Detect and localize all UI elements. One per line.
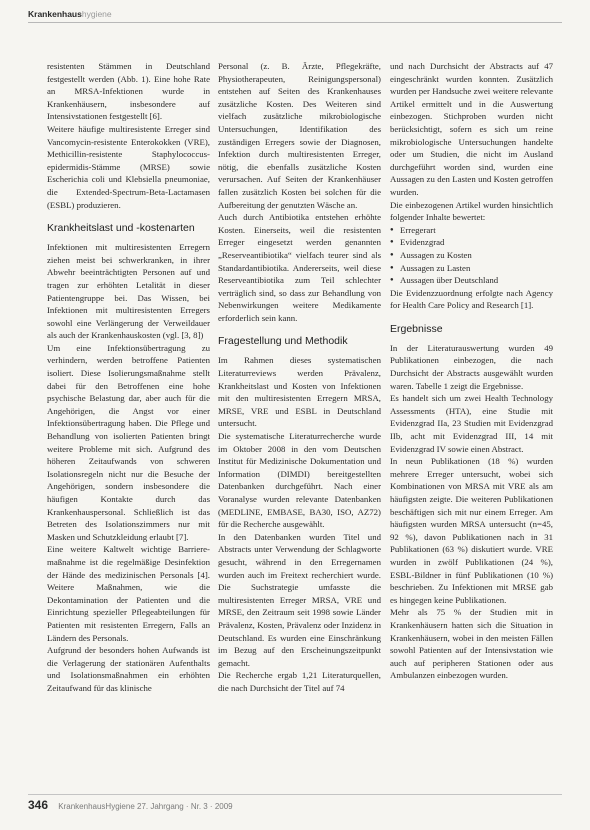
paragraph: und nach Durchsicht der Abstracts auf 47 eingeschränkt wurden konnten. Zusätzlich wurden per Handsuche zwei weitere relevante Artikel ermittelt und in die Auswertung einbezogen. Stichproben wurden nicht berücksichtigt, sofern es sich um reine mikrobiologische Untersuchungen handelte oder um Studien, die nicht im Ausland durchgeführt worden sind, wurden eine Aussagen zu den Lasten und Kosten getroffen wurden. bbox=[390, 61, 553, 197]
section-heading: Fragestellung und Methodik bbox=[218, 335, 348, 348]
running-header bbox=[28, 4, 562, 22]
list-item: ● Aussagen zu Lasten bbox=[390, 262, 553, 275]
paragraph: Die Recherche ergab 1,21 Literaturquellen, die nach Durchsicht der Titel auf 74 bbox=[218, 670, 381, 693]
header-brand-bold: Krankenhaus bbox=[28, 9, 82, 19]
footer-rule bbox=[28, 794, 562, 795]
column-3 bbox=[390, 60, 553, 682]
issue-info: 27. Jahrgang · Nr. 3 · 2009 bbox=[137, 802, 233, 811]
list-item: ● Evidenzgrad bbox=[390, 236, 553, 249]
paragraph: Die Evidenzzuordnung erfolgte nach Agency for Health Care Policy and Research [1]. bbox=[390, 287, 553, 311]
paragraph: Im Rahmen dieses systematischen Literaturreviews werden Prävalenz, Krankheitslast und Kosten von Infektionen mit den multiresistenten Erregern MRSA, MRSE, VRE und ESBL in Deutschland untersucht. bbox=[218, 355, 381, 429]
header-rule bbox=[28, 22, 562, 23]
paragraph: Infektionen mit multiresistenten Erregern ziehen meist bei schwerkranken, in ihrer Abwehr beeinträchtigten Personen auf und tragen zur erhöhten Letalität in dieser Patientengruppe bei. Das Wissen, bei Infektionen mit multiresistenten Erregers sowohl eine Verlängerung der Verweildauer als auch der Krankenhauskosten (vgl. [3, 8]) bbox=[47, 242, 210, 341]
list-item: ● Erregerart bbox=[390, 224, 553, 237]
column-1 bbox=[47, 60, 210, 695]
criteria-list bbox=[390, 224, 553, 287]
column-2 bbox=[218, 60, 381, 695]
paragraph: Personal (z. B. Ärzte, Pflegekräfte, Physiotherapeuten, Reinigungspersonal) entstehen auf Seiten des Krankenhauses zusätzliche Kosten. Des Weiteren sind vielfach zusätzliche mikrobiologische Untersuchungen, Identifikation des zuständigen Erregers sowie der Diagnosen, Infektion durch multiresistenten Erreger, nötig, die ebenfalls zusätzliche Kosten verursachen. Auf Seiten der Krankenhäuser fallen zusätzlich Kosten bei solchen für die Aufbereitung der genutzten Wäsche an. bbox=[218, 61, 381, 210]
journal-name: KrankenhausHygiene bbox=[58, 802, 135, 811]
paragraph: In der Literaturauswertung wurden 49 Publikationen einbezogen, die nach Durchsicht der Abstracts ausgewählt wurden waren. Tabelle 1 zeigt die Ergebnisse. bbox=[390, 342, 553, 391]
section-heading: Ergebnisse bbox=[390, 322, 443, 335]
paragraph: Mehr als 75 % der Studien mit in Krankenhäusern hatten sich die Situation in Krankenhäusern, wobei in den meisten Fällen sowohl Patienten auf der Intensivstation wie auch auf peripheren Stationen oder aus Ambulanzen einbezogen wurden. bbox=[390, 607, 553, 681]
paragraph: resistenten Stämmen in Deutschland festgestellt werden (Abb. 1). Eine hohe Rate an MRSA-Infektionen wurde in Krankenhäusern, insbesondere auf Intensivstationen festgestellt [6]. bbox=[47, 61, 210, 122]
paragraph: In den Datenbanken wurden Titel und Abstracts unter Verwendung der Schlagworte gesucht, während in den Erregernamen wurden auch im Freitext recherchiert wurde. Die Suchstrategie umfasste die multiresistenten Erreger MRSA, VRE und MRSE, den Zeitraum seit 1998 sowie Länder Prävalenz, Kosten, Prävalenz oder Inzidenz in Deutschland. Es wurden eine Einschränkung im Bezug auf den Erscheinungszeitpunkt gemacht. bbox=[218, 531, 381, 668]
paragraph: Aufgrund der besonders hohen Aufwands ist die Verlagerung der stationären Aufenthalts und Isolationsmaßnahmen ein erhöhten Zeitaufwand für das klinische bbox=[47, 645, 210, 693]
paragraph: In neun Publikationen (18 %) wurden mehrere Erreger untersucht, wobei sich Kombinationen von MRSA mit VRE als am häufigsten zeigte. Die weiteren Publikationen beschäftigen sich mit nur einem Erreger. Am häufigsten wurden MRSA untersucht (n=45, 92 %), davon Publikationen nach in 31 Publikationen (63 %) diskutiert wurde. VRE wurden in zwölf Publikationen (24 %), ESBL-Bildner in fünf Publikationen (10 %) beschrieben. Zu Infektionen mit MRSE gab es hingegen keine Publikationen. bbox=[390, 456, 553, 605]
section-heading: Krankheitslast und -kostenarten bbox=[47, 222, 195, 235]
list-item: ● Aussagen zu Kosten bbox=[390, 249, 553, 262]
paragraph: Um eine Infektionsübertragung zu verhindern, werden betroffene Patienten isoliert. Diese Isolierungsmaßnahme stellt dabei für den Betroffenen eine hohe psychische Belastung dar, aber auch für die Angehörigen, die Angst vor einer Infektionsübertragung haben. Die Pflege und Behandlung von isolierten Patienten bringt weitere Probleme mit sich. Aufgrund des höheren Zeitaufwands von schweren Isolationsregeln nicht nur die Besuche der Angehörigen, sondern insbesondere die häufigen Kontakte durch das Krankenhauspersonal. Schließlich ist das Betreten des Isolationszimmers nur mit Masken und Schutzkleidung erlaubt [7]. bbox=[47, 342, 210, 542]
header-brand-light: hygiene bbox=[81, 9, 112, 19]
page-footer bbox=[28, 798, 233, 812]
page-number: 346 bbox=[28, 798, 49, 812]
list-item: ● Aussagen über Deutschland bbox=[390, 274, 553, 287]
paragraph: Es handelt sich um zwei Health Technology Assessments (HTA), eine Studie mit Evidenzgrad IIa, 23 Studien mit Evidenzgrad IIb, acht mit Evidenzgrad III, 14 mit Evidenzgrad IV sowie einen Abstract. bbox=[390, 393, 553, 454]
paragraph: Die einbezogenen Artikel wurden hinsichtlich folgender Inhalte bewertet: bbox=[390, 199, 553, 223]
paragraph: Weitere häufige multiresistente Erreger sind Vancomycin-resistente Enterokokken (VRE), Methicillin-resistente Staphylococcus-epidermidis-Stämme (MRSE) sowie Escherichia coli und Klebsiella pneumoniae, die Extended-Spectrum-Beta-Lactamasen (ESBL) produzieren. bbox=[47, 123, 210, 210]
paragraph: Die systematische Literaturrecherche wurde im Oktober 2008 in den vom Deutschen Institut für Medizinische Dokumentation und Information (DIMDI) bereitgestellten Datenbanken durchgeführt. Nach einer Voranalyse wurden relevante Datenbanken (MEDLINE, EMBASE, BA30, ISO, AZ72) für die Recherche ausgewählt. bbox=[218, 431, 381, 530]
paragraph: Eine weitere Kaltwelt wichtige Barriere-maßnahme ist die regelmäßige Desinfektion der Hände des medizinischen Personals [4]. Weitere Maßnahmen, wie die Dekontamination der Patienten und die Einrichtung spezieller Pflegeabteilungen für Patienten mit resistenten Erregern, Falls an Ländern des Personals. bbox=[47, 544, 210, 643]
paragraph: Auch durch Antibiotika entstehen erhöhte Kosten. Einerseits, weil die resistenten Erreger eingesetzt werden genannten „Reserveantibiotika“ vielfach teurer sind als Standardantibiotika. Andererseits, weil diese Reserveantibiotika zum Teil schlechter verträglich sind, so dass zur Behandlung von Nebenwirkungen weitere Medikamente erforderlich sein kann. bbox=[218, 212, 381, 323]
